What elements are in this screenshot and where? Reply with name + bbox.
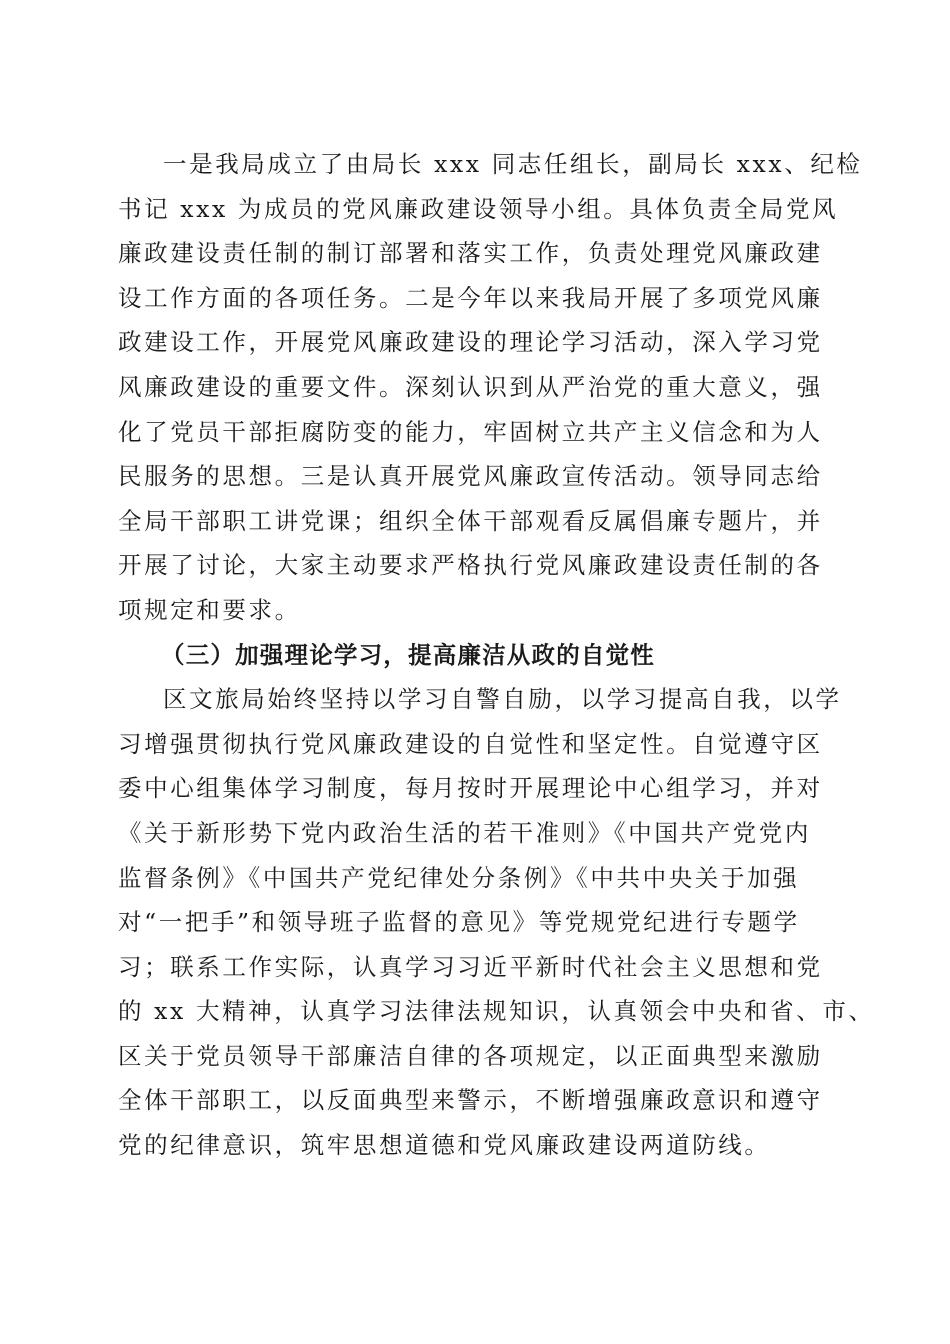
document-page [118, 142, 875, 1168]
text-line: 民服务的思想。三是认真开展党风廉政宣传活动。领导同志给 [118, 462, 823, 491]
text-line: 风廉政建设的重要文件。深刻认识到从严治党的重大意义，强 [118, 372, 823, 401]
text-line: 全体干部职工，以反面典型来警示，不断增强廉政意识和遵守 [118, 1086, 823, 1115]
text-line: 的 xx 大精神，认真学习法律法规知识，认真领会中央和省、市、 [118, 997, 875, 1026]
text-line: 对“一把手”和领导班子监督的意见》等党规党纪进行专题学 [118, 908, 800, 937]
text-line: 一是我局成立了由局长 xxx 同志任组长，副局长 xxx、纪检 [163, 150, 863, 178]
text-line: 设工作方面的各项任务。二是今年以来我局开展了多项党风廉 [118, 283, 823, 312]
text-line: 习增强贯彻执行党风廉政建设的自觉性和坚定性。自觉遵守区 [118, 729, 823, 758]
text-line: 全局干部职工讲党课；组织全体干部观看反属倡廉专题片，并 [118, 506, 823, 535]
text-line: 区关于党员领导干部廉洁自律的各项规定，以正面典型来激励 [118, 1041, 823, 1070]
text-line: 委中心组集体学习制度，每月按时开展理论中心组学习，并对 [118, 774, 823, 803]
text-line: 廉政建设责任制的制订部署和落实工作，负责处理党风廉政建 [118, 239, 823, 268]
text-line: 政建设工作，开展党风廉政建设的理论学习活动，深入学习党 [118, 328, 823, 357]
text-line: 区文旅局始终坚持以学习自警自励，以学习提高自我，以学 [163, 685, 842, 714]
section-heading: （三）加强理论学习，提高廉洁从政的自觉性 [161, 640, 655, 669]
text-line: 习；联系工作实际，认真学习习近平新时代社会主义思想和党 [118, 952, 823, 981]
text-line: 党的纪律意识，筑牢思想道德和党风廉政建设两道防线。 [118, 1131, 771, 1160]
text-line: 化了党员干部拒腐防变的能力，牢固树立共产主义信念和为人 [118, 417, 823, 446]
text-line: 监督条例》《中国共产党纪律处分条例》《中共中央关于加强 [118, 863, 800, 892]
paragraph-two [118, 677, 875, 1168]
text-line: 书记 xxx 为成员的党风廉政建设领导小组。具体负责全局党风 [118, 194, 839, 223]
text-line: 开展了讨论，大家主动要求严格执行党风廉政建设责任制的各 [118, 551, 823, 580]
paragraph-one [118, 142, 863, 633]
text-line: 项规定和要求。 [118, 595, 301, 624]
text-line: 《关于新形势下党内政治生活的若干准则》《中国共产党党内 [118, 818, 811, 847]
